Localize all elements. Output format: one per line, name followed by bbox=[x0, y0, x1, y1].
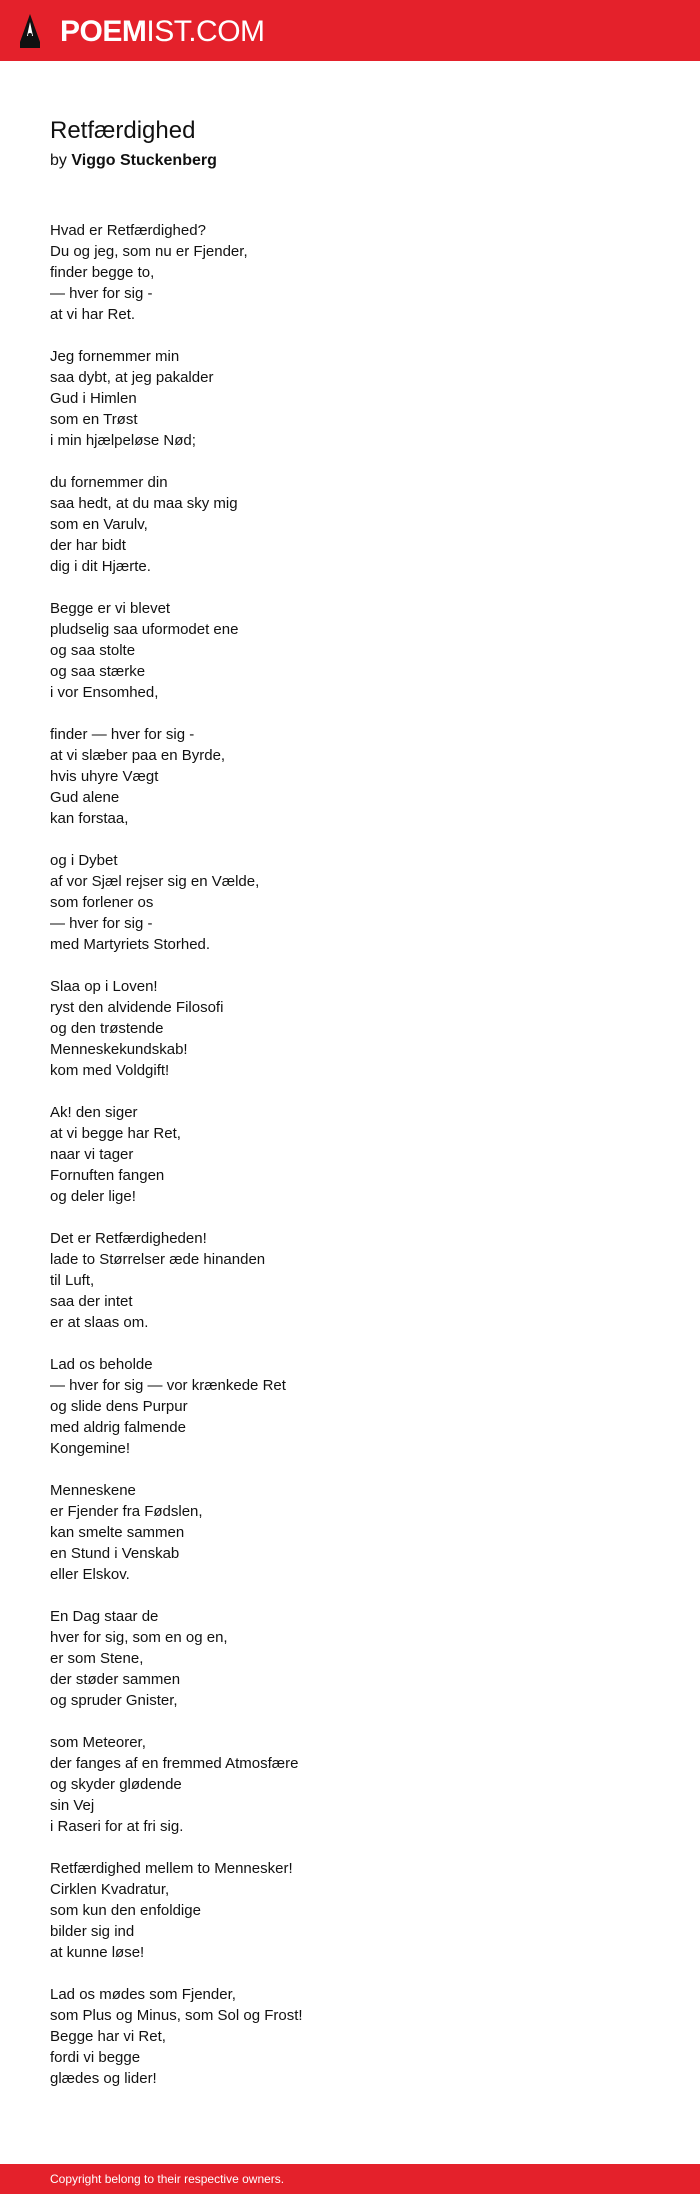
poem-line: Cirklen Kvadratur, bbox=[50, 1881, 170, 1898]
poem-line: fordi vi begge bbox=[50, 2049, 141, 2066]
poem-line: hvis uhyre Vægt bbox=[50, 768, 159, 785]
poem-line: Begge er vi blevet bbox=[50, 600, 171, 617]
poem-line: saa dybt, at jeg pakalder bbox=[50, 369, 214, 386]
poem-stanza bbox=[50, 1480, 650, 1585]
poem-line: som en Varulv, bbox=[50, 516, 148, 533]
poem-stanza bbox=[50, 346, 650, 451]
poem-line: i min hjælpeløse Nød; bbox=[50, 432, 196, 449]
poem-line: og spruder Gnister, bbox=[50, 1692, 178, 1709]
poem-line: finder — hver for sig - bbox=[50, 726, 195, 743]
poem-line: og den trøstende bbox=[50, 1020, 164, 1037]
poem-content bbox=[50, 113, 650, 2110]
poem-title: Retfærdighed bbox=[50, 117, 196, 144]
poem-author: Viggo Stuckenberg bbox=[71, 152, 217, 169]
poem-line: er som Stene, bbox=[50, 1650, 144, 1667]
poem-stanza bbox=[50, 1984, 650, 2089]
poem-line: og i Dybet bbox=[50, 852, 118, 869]
poem-line: i Raseri for at fri sig. bbox=[50, 1818, 184, 1835]
poem-line: der har bidt bbox=[50, 537, 126, 554]
poem-line: i vor Ensomhed, bbox=[50, 684, 159, 701]
poem-line: kan smelte sammen bbox=[50, 1524, 185, 1541]
poem-line: Du og jeg, som nu er Fjender, bbox=[50, 243, 248, 260]
poem-stanza bbox=[50, 724, 650, 829]
poem-byline bbox=[50, 150, 650, 172]
poem-line: Begge har vi Ret, bbox=[50, 2028, 166, 2045]
poem-line: Menneskekundskab! bbox=[50, 1041, 188, 1058]
logo-light-text: IST.COM bbox=[146, 15, 265, 48]
poem-stanza bbox=[50, 1858, 650, 1963]
poem-line: at vi begge har Ret, bbox=[50, 1125, 181, 1142]
poem-line: en Stund i Venskab bbox=[50, 1545, 180, 1562]
poem-stanza bbox=[50, 1732, 650, 1837]
poem-line: som Plus og Minus, som Sol og Frost! bbox=[50, 2007, 303, 2024]
poem-line: der støder sammen bbox=[50, 1671, 181, 1688]
poem-body bbox=[50, 220, 650, 2089]
poem-stanza bbox=[50, 472, 650, 577]
poem-line: og saa stolte bbox=[50, 642, 136, 659]
poem-line: Fornuften fangen bbox=[50, 1167, 165, 1184]
poem-line: og saa stærke bbox=[50, 663, 146, 680]
poem-line: hver for sig, som en og en, bbox=[50, 1629, 228, 1646]
poem-line: glædes og lider! bbox=[50, 2070, 157, 2087]
poem-line: at kunne løse! bbox=[50, 1944, 145, 1961]
poem-line: — hver for sig — vor krænkede Ret bbox=[50, 1377, 286, 1394]
poem-line: af vor Sjæl rejser sig en Vælde, bbox=[50, 873, 260, 890]
poem-line: Gud i Himlen bbox=[50, 390, 137, 407]
poem-line: bilder sig ind bbox=[50, 1923, 135, 1940]
copyright-text: Copyright belong to their respective owners. bbox=[50, 2172, 285, 2186]
poem-stanza bbox=[50, 1228, 650, 1333]
poem-line: som Meteorer, bbox=[50, 1734, 146, 1751]
poem-line: — hver for sig - bbox=[50, 915, 153, 932]
poem-line: En Dag staar de bbox=[50, 1608, 159, 1625]
poem-line: og deler lige! bbox=[50, 1188, 136, 1205]
poem-line: ryst den alvidende Filosofi bbox=[50, 999, 224, 1016]
poem-stanza bbox=[50, 850, 650, 955]
site-footer bbox=[0, 2164, 700, 2194]
poem-line: saa hedt, at du maa sky mig bbox=[50, 495, 238, 512]
poem-line: lade to Størrelser æde hinanden bbox=[50, 1251, 266, 1268]
poem-line: er Fjender fra Fødslen, bbox=[50, 1503, 203, 1520]
poem-line: Lad os beholde bbox=[50, 1356, 153, 1373]
pen-nib-icon bbox=[16, 12, 44, 52]
poem-stanza bbox=[50, 1354, 650, 1459]
poem-line: er at slaas om. bbox=[50, 1314, 149, 1331]
poem-line: med aldrig falmende bbox=[50, 1419, 186, 1436]
poem-line: Slaa op i Loven! bbox=[50, 978, 158, 995]
by-label: by bbox=[50, 152, 67, 169]
poem-line: finder begge to, bbox=[50, 264, 155, 281]
poem-line: du fornemmer din bbox=[50, 474, 168, 491]
poem-line: saa der intet bbox=[50, 1293, 133, 1310]
site-header bbox=[0, 0, 700, 61]
poem-stanza bbox=[50, 220, 650, 325]
poem-line: Lad os mødes som Fjender, bbox=[50, 1986, 236, 2003]
site-logo-text bbox=[60, 12, 265, 52]
poem-line: som kun den enfoldige bbox=[50, 1902, 201, 1919]
poem-line: at vi slæber paa en Byrde, bbox=[50, 747, 226, 764]
poem-line: Hvad er Retfærdighed? bbox=[50, 222, 206, 239]
poem-line: der fanges af en fremmed Atmosfære bbox=[50, 1755, 299, 1772]
logo-bold-text: POEM bbox=[60, 15, 147, 48]
poem-line: som en Trøst bbox=[50, 411, 138, 428]
poem-line: eller Elskov. bbox=[50, 1566, 130, 1583]
poem-line: Menneskene bbox=[50, 1482, 136, 1499]
poem-line: og skyder glødende bbox=[50, 1776, 182, 1793]
poem-line: kan forstaa, bbox=[50, 810, 129, 827]
poem-line: som forlener os bbox=[50, 894, 154, 911]
poem-stanza bbox=[50, 1102, 650, 1207]
poem-line: Kongemine! bbox=[50, 1440, 131, 1457]
poem-line: naar vi tager bbox=[50, 1146, 134, 1163]
poem-line: at vi har Ret. bbox=[50, 306, 136, 323]
poem-line: kom med Voldgift! bbox=[50, 1062, 170, 1079]
poem-line: Retfærdighed mellem to Mennesker! bbox=[50, 1860, 293, 1877]
poem-line: sin Vej bbox=[50, 1797, 95, 1814]
poem-line: Det er Retfærdigheden! bbox=[50, 1230, 207, 1247]
poem-stanza bbox=[50, 976, 650, 1081]
poem-stanza bbox=[50, 1606, 650, 1711]
poem-line: dig i dit Hjærte. bbox=[50, 558, 151, 575]
site-logo-link[interactable] bbox=[16, 12, 265, 52]
poem-line: med Martyriets Storhed. bbox=[50, 936, 211, 953]
poem-line: og slide dens Purpur bbox=[50, 1398, 188, 1415]
poem-line: Gud alene bbox=[50, 789, 120, 806]
poem-line: pludselig saa uformodet ene bbox=[50, 621, 239, 638]
poem-line: — hver for sig - bbox=[50, 285, 153, 302]
poem-line: Jeg fornemmer min bbox=[50, 348, 180, 365]
poem-line: Ak! den siger bbox=[50, 1104, 138, 1121]
poem-line: til Luft, bbox=[50, 1272, 95, 1289]
poem-stanza bbox=[50, 598, 650, 703]
